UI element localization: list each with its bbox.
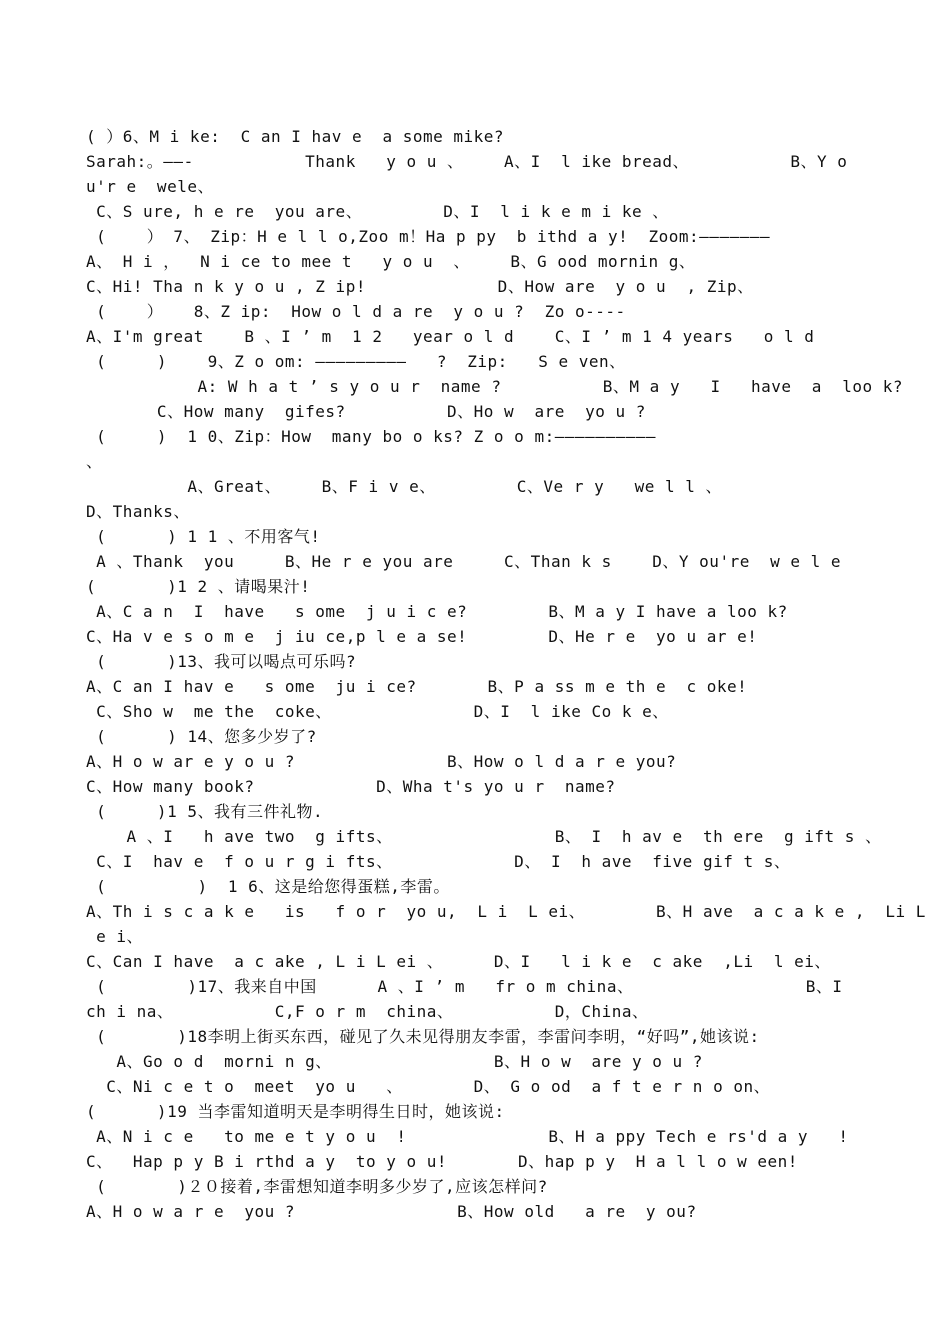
- q6-line: ( ）6、M i ke: C an I hav e a some mike?: [86, 127, 505, 146]
- q19-options-cd: C、 Hap p y B i rthd a y to y o u! D、hap p y H a l l o w een!: [86, 1152, 798, 1171]
- q16-options-cd: C、Can I have a c ake , L i L ei 、 D、I l i k e c ake ,Li l ei、: [86, 952, 831, 971]
- q16-wrap-line: e i、: [86, 927, 144, 946]
- q11-line: ( ) 1 1 、不用客气!: [86, 527, 321, 546]
- q20-line: ( )２０接着,李雷想知道李明多少岁了,应该怎样问?: [86, 1177, 548, 1196]
- q14-options-cd: C、How many book? D、Wha t's yo u r name?: [86, 777, 616, 796]
- q9-options-cd: C、How many gifes? D、Ho w are yo u ?: [86, 402, 646, 421]
- q6-options-cd: C、S ure, h e re you are、 D、I l i k e m i ke 、: [86, 202, 669, 221]
- q12-options-cd: C、Ha v e s o m e j iu ce,p l e a se! D、He r e yo u ar e!: [86, 627, 758, 646]
- q19-options-ab: A、N i c e to me e t y o u ! B、H a ppy Tech e rs'd a y !: [86, 1127, 849, 1146]
- q15-line: ( )1 5、我有三件礼物.: [86, 802, 324, 821]
- q18-options-cd: C、Ni c e t o meet yo u 、 D、 G o od a f t e r n o on、: [86, 1077, 771, 1096]
- q10-options-abc: A、Great、 B、F i v e、 C、Ve r y we l l 、: [86, 477, 723, 496]
- q13-options-cd: C、Sho w me the coke、 D、I l ike Co k e、: [86, 702, 669, 721]
- q18-line: ( )18李明上街买东西，碰见了久未见得朋友李雷，李雷问李明，“好吗”,她该说:: [86, 1027, 760, 1046]
- q9-line: ( ) 9、Z o om: ————————— ? Zip: S e ven、: [86, 352, 626, 371]
- q16-line: ( ) 1 6、这是给您得蛋糕,李雷。: [86, 877, 450, 896]
- q13-options-ab: A、C an I hav e s ome ju i ce? B、P a ss m e th e c oke!: [86, 677, 748, 696]
- q14-line: ( ) 14、您多少岁了?: [86, 727, 317, 746]
- q16-options-ab: A、Th i s c a k e is f o r yo u, L i L ei、 B、H ave a c a k e , Li L: [86, 902, 926, 921]
- q15-options-cd: C、I hav e f o u r g i fts、 D、 I h ave five gif t s、: [86, 852, 791, 871]
- q18-options-ab: A、Go o d morni n g、 B、H o w are y o u ?: [86, 1052, 703, 1071]
- q13-line: ( )13、我可以喝点可乐吗?: [86, 652, 357, 671]
- q20-options-ab: A、H o w a r e you ? B、How old a re y ou?: [86, 1202, 697, 1221]
- q7-options-ab: A、 H i ， N i ce to mee t y o u 、 B、G ood mornin g、: [86, 252, 696, 271]
- q10-option-d: D、Thanks、: [86, 502, 190, 521]
- q8-line: ( ） 8、Z ip: How o l d a re y o u ? Zo o----: [86, 302, 626, 321]
- q10-wrap-line: 、: [86, 452, 103, 471]
- q8-options: A、I'm great B 、I ’ m 1 2 year o l d C、I ’ m 1 4 years o l d: [86, 327, 815, 346]
- q14-options-ab: A、H o w ar e y o u ? B、How o l d a r e you?: [86, 752, 677, 771]
- q17-line: ( )17、我来自中国 A 、I ’ m fr o m china、 B、I: [86, 977, 843, 996]
- q9-options-ab: A: W h a t ’ s y o u r name ? B、M a y I have a loo k?: [86, 377, 903, 396]
- q12-line: ( )1 2 、请喝果汁!: [86, 577, 311, 596]
- q7-line: ( ） 7、 Zip：H e l l o,Zoo m！Ha p py b ithd a y! Zoom:———————: [86, 227, 771, 246]
- q11-options: A 、Thank you B、He r e you are C、Than k s D、Y ou're w e l e: [86, 552, 842, 571]
- q7-options-cd: C、Hi! Tha n k y o u , Z ip! D、How are y o u , Zip、: [86, 277, 754, 296]
- q19-line: ( )19 当李雷知道明天是李明得生日时，她该说:: [86, 1102, 505, 1121]
- q17-options: ch i na、 C,F o r m china、 D，China、: [86, 1002, 649, 1021]
- q6-sarah-line: Sarah:。——- Thank y o u 、 A、I l ike bread、 B、Y o: [86, 152, 848, 171]
- q10-line: ( ) 1 0、Zip：How many bo o ks? Z o o m:——————————: [86, 427, 657, 446]
- q6-wrap-line: u'r e wele、: [86, 177, 214, 196]
- q15-options-ab: A 、I h ave two g ifts、 B、 I h av e th ere g ift s 、: [86, 827, 882, 846]
- q12-options-ab: A、C a n I have s ome j u i c e? B、M a y I have a loo k?: [86, 602, 788, 621]
